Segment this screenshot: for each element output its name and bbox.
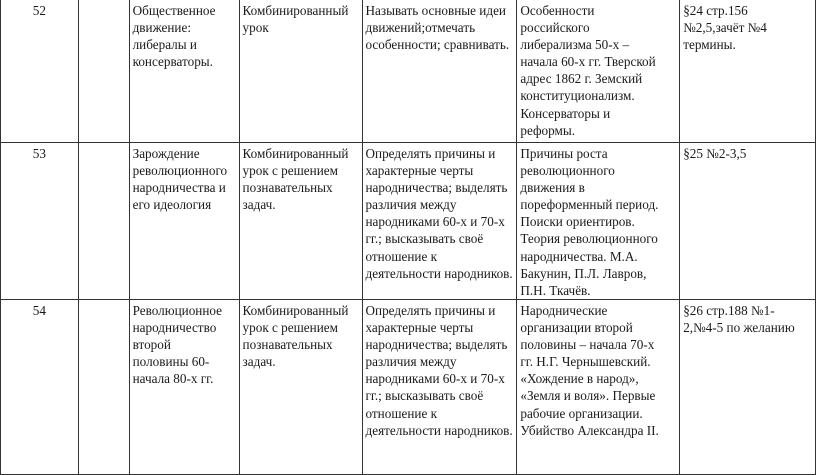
empty-cell bbox=[78, 143, 129, 300]
homework-cell: §25 №2-3,5 bbox=[680, 143, 816, 300]
lesson-type-cell: Комбинированный урок с решением познавательных задач. bbox=[239, 300, 362, 475]
empty-cell bbox=[78, 300, 129, 475]
content-cell: Народнические организации второй половины – начала 70-х гг. Н.Г. Чернышевский. «Хождение в народ», «Земля и воля». Первые рабочие организации. Убийство Александра II. bbox=[517, 300, 680, 475]
empty-cell bbox=[78, 0, 129, 143]
topic-cell: Зарождение революционного народничества и его идеология bbox=[129, 143, 239, 300]
table-row bbox=[1, 143, 816, 300]
lesson-type-cell: Комбинированный урок с решением познавательных задач. bbox=[239, 143, 362, 300]
topic-cell: Общественное движение: либералы и консерваторы. bbox=[129, 0, 239, 143]
lesson-number-cell: 54 bbox=[1, 300, 79, 475]
activities-cell: Определять причины и характерные черты народничества; выделять различия между народниками 60-х и 70-х гг.; высказывать своё отношение к деятельности народников. bbox=[362, 143, 517, 300]
lesson-number-cell: 52 bbox=[1, 0, 79, 143]
table-row bbox=[1, 0, 816, 143]
homework-cell: §26 стр.188 №1- 2,№4-5 по желанию bbox=[680, 300, 816, 475]
content-cell: Особенности российского либерализма 50-х – начала 60-х гг. Тверской адрес 1862 г. Земский конституционализм. Консерваторы и реформы. bbox=[517, 0, 680, 143]
lesson-type-cell: Комбинированный урок bbox=[239, 0, 362, 143]
table-row bbox=[1, 300, 816, 475]
homework-cell: §24 стр.156 №2,5,зачёт №4 термины. bbox=[680, 0, 816, 143]
activities-cell: Называть основные идеи движений;отмечать особенности; сравнивать. bbox=[362, 0, 517, 143]
lesson-number-cell: 53 bbox=[1, 143, 79, 300]
activities-cell: Определять причины и характерные черты народничества; выделять различия между народниками 60-х и 70-х гг.; высказывать своё отношение к деятельности народников. bbox=[362, 300, 517, 475]
content-cell: Причины роста революционного движения в пореформенный период. Поиски ориентиров. Теория революционного народничества. М.А. Бакунин, П.Л. Лавров, П.Н. Ткачёв. bbox=[517, 143, 680, 300]
topic-cell: Революционное народничество второй половины 60- начала 80-х гг. bbox=[129, 300, 239, 475]
